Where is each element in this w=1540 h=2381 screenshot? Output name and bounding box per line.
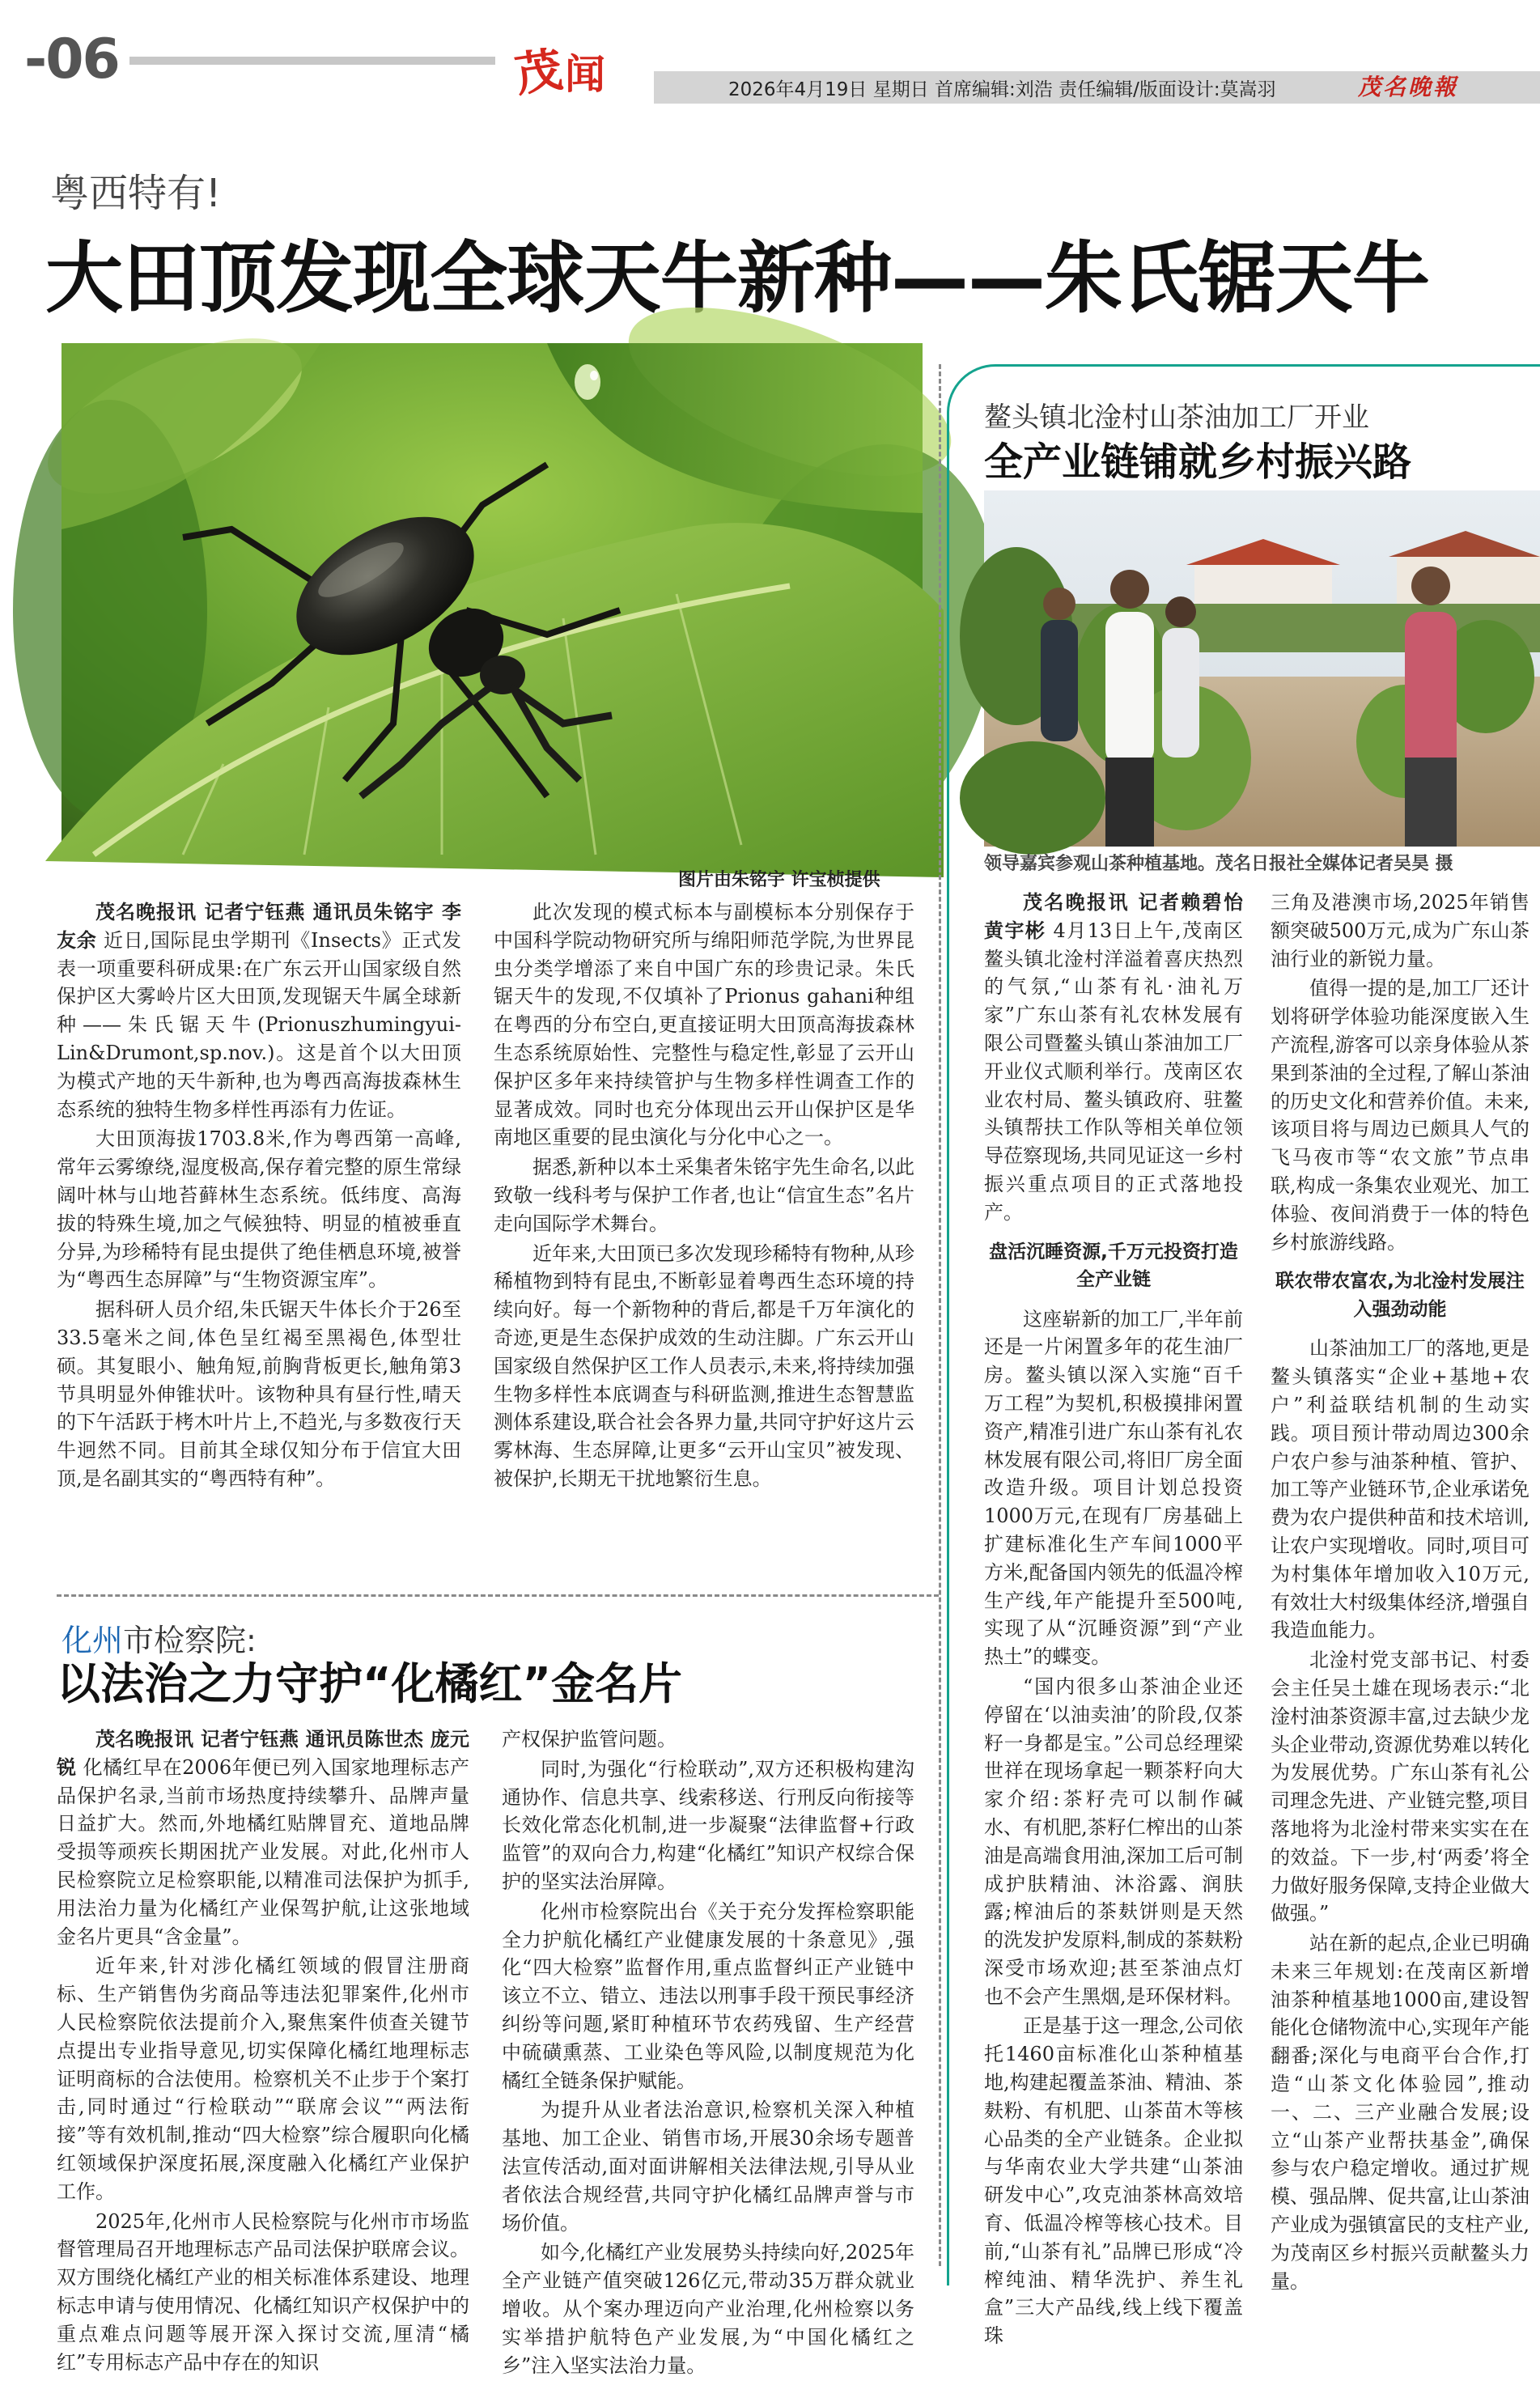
side-kicker: 鳌头镇北淦村山茶油加工厂开业 — [984, 401, 1369, 434]
side-col-a — [984, 889, 1243, 2352]
side-headline: 全产业链铺就乡村振兴路 — [984, 439, 1412, 485]
section-divider-horizontal — [57, 1594, 939, 1597]
second-para-1 — [57, 1725, 469, 1950]
dateline: 2026年4月19日 星期日 首席编辑:刘浩 责任编辑/版面设计:莫嵩羽 — [728, 79, 1276, 100]
main-para-5: 据悉,新种以本土采集者朱铭宇先生命名,以此致敬一线科考与保护工作者,也让“信宜生态”名片走向国际学术舞台。 — [494, 1156, 914, 1235]
main-para-3: 据科研人员介绍,朱氏锯天牛体长介于26至33.5毫米之间,体色呈红褐至黑褐色,体型壮硕。其复眼小、触角短,前胸背板更长,触角第3节具明显外伸锥状叶。该物种具有昼行性,晴天的下午活跃于栲木叶片上,不趋光,与多数夜行天牛迥然不同。目前其全球仅知分布于信宜大田顶,是名副其实的“粤西特有种”。 — [57, 1298, 461, 1490]
column-divider-vertical — [939, 364, 941, 2266]
para-text: 化橘红早在2006年便已列入国家地理标志产品保护名录,当前市场热度持续攀升、品牌声量日益扩大。然而,外地橘红贴牌冒充、道地品牌受损等顽疾长期困扰产业发展。对此,化州市人民检察院立足检察职能,以精准司法保护为抓手,用法治力量为化橘红产业保驾护航,让这张地域金名片更具“含金量”。 — [57, 1755, 470, 1948]
beetle-photo — [62, 343, 923, 855]
side-para-2: 这座崭新的加工厂,半年前还是一片闲置多年的花生油厂房。鳌头镇以深入实施“百千万工程”为契机,积极摸排闲置资产,精准引进广东山茶有礼农林发展有限公司,将旧厂房全面改造升级。项目计划总投资1000万元,在现有厂房基础上扩建标准化生产车间1000平方米,配备国内领先的低温冷榨生产线,年产能提升至500吨,实现了从“沉睡资源”到“产业热土”的蝶变。 — [984, 1307, 1243, 1669]
photo-credit: 图片由朱铭宇 许宝桢提供 — [678, 870, 880, 890]
section-char-1: 茂 — [511, 40, 570, 103]
second-para-2: 近年来,针对涉化橘红领域的假冒注册商标、生产销售伪劣商品等违法犯罪案件,化州市人民检察院依法提前介入,聚焦案件侦查关键节点提出专业指导意见,切实保障化橘红地理标志证明商标的合法使用。检察机关不止步于个案打击,同时通过“行检联动”“联席会议”“两法衔接”等有效机制,推动“四大检察”综合履职向化橘红领域保护深度拓展,深度融入化橘红产业保护工作。 — [57, 1954, 469, 2203]
side-col-b — [1271, 889, 1529, 2297]
section-char-2: 闻 — [565, 50, 609, 98]
para-text: 近日,国际昆虫学期刊《Insects》正式发表一项重要科研成果:在广东云开山国家级自然保护区大雾岭片区大田顶,发现锯天牛属全球新种——朱氏锯天牛(Prionuszhumingyui-Lin&Drumont,sp.nov.)。这是首个以大田顶为模式产地的天牛新种,也为粤西高海拔森林生态系统的独特生物多样性再添有力佐证。 — [57, 928, 461, 1121]
side-photo-caption: 领导嘉宾参观山茶种植基地。茂名日报社全媒体记者吴昊 摄 — [984, 854, 1453, 874]
tea-farm-photo — [984, 490, 1540, 847]
side-para-3: “国内很多山茶油企业还停留在‘以油卖油’的阶段,仅茶籽一身都是宝。”公司总经理梁世祥在现场拿起一颗茶籽向大家介绍:茶籽壳可以制作碱水、有机肥,茶籽仁榨出的山茶油是高端食用油,深加工后可制成护肤精油、沐浴露、润肤露;榨油后的茶麸饼则是天然的洗发护发原料,制成的茶麸粉深受市场欢迎;甚至茶油点灯也不会产生黑烟,是环保材料。 — [984, 1674, 1243, 2008]
main-col-2 — [494, 898, 914, 1495]
newspaper-logo: 茂名晚報 — [1357, 74, 1458, 100]
header-rule — [129, 57, 495, 65]
byline: 茂名晚报讯 记者宁钰燕 通讯员朱铭宇 李友余 — [57, 900, 461, 952]
side-para-6: 值得一提的是,加工厂还计划将研学体验功能深度嵌入生产流程,游客可以亲身体验从茶果到茶油的全过程,了解山茶油的历史文化和营养价值。未来,该项目将与周边已颇具人气的飞马夜市等“农文旅”节点串联,构成一条集农业观光、加工体验、夜间消费于一体的特色乡村旅游线路。 — [1271, 977, 1529, 1254]
side-para-1 — [984, 889, 1243, 1227]
second-para-6: 化州市检察院出台《关于充分发挥检察职能全力护航化橘红产业健康发展的十条意见》,强化“四大检察”监督作用,重点监督纠正产业链中该立不立、错立、违法以刑事手段干预民事经济纠纷等问题,紧盯种植环节农药残留、生产经营中硫磺熏蒸、工业染色等风险,以制度规范为化橘红全链条保护赋能。 — [502, 1899, 914, 2092]
main-para-6: 近年来,大田顶已多次发现珍稀特有物种,从珍稀植物到特有昆虫,不断彰显着粤西生态环境的持续向好。每一个新物种的背后,都是千万年演化的奇迹,更是生态保护成效的生动注脚。广东云开山国家级自然保护区工作人员表示,未来,将持续加强生物多样性本底调查与科研监测,推进生态智慧监测体系建设,联合社会各界力量,共同守护好这片云雾林海、生态屏障,让更多“云开山宝贝”被发现、被保护,长期无干扰地繁衍生息。 — [494, 1241, 914, 1490]
officials-visiting-plantation-image — [984, 490, 1540, 847]
main-col-1 — [57, 898, 461, 1495]
side-para-9: 站在新的起点,企业已明确未来三年规划:在茂南区新增油茶种植基地1000亩,建设智能化仓储物流中心,实现年产能翻番;深化与电商平台合作,打造“山茶文化体验园”,推动一、二、三产业融合发展;设立“山茶产业帮扶基金”,确保参与农户稳定增收。通过扩规模、强品牌、促共富,让山茶油产业成为强镇富民的支柱产业,为茂南区乡村振兴贡献鳌头力量。 — [1271, 1932, 1529, 2293]
byline: 茂名晚报讯 记者宁钰燕 通讯员陈世杰 庞元锐 — [57, 1727, 469, 1779]
second-para-7: 为提升从业者法治意识,检察机关深入种植基地、加工企业、销售市场,开展30余场专题普法宣传活动,面对面讲解相关法律法规,引导从业者依法合规经营,共同守护化橘红品牌声誉与市场价值。 — [502, 2099, 914, 2235]
second-para-5: 同时,为强化“行检联动”,双方还积极构建沟通协作、信息共享、线索移送、行刑反向衔接等长效化常态化机制,进一步凝聚“法律监督+行政监管”的双向合力,构建“化橘红”知识产权综合保护的坚实法治屏障。 — [502, 1757, 914, 1893]
beetle-on-leaf-image — [62, 343, 923, 855]
page-number: -06 — [24, 28, 119, 91]
main-para-1 — [57, 898, 461, 1123]
kicker-highlight: 化州 — [62, 1623, 124, 1658]
side-para-4: 正是基于这一理念,公司依托1460亩标准化山茶种植基地,构建起覆盖茶油、精油、茶麸粉、有机肥、山茶苗木等核心品类的全产业链条。企业拟与华南农业大学共建“山茶油研发中心”,攻克油茶林高效培育、低温冷榨等核心技术。目前,“山茶有礼”品牌已形成“冷榨纯油、精华洗护、养生礼盒”三大产品线,线上线下覆盖珠 — [984, 2014, 1243, 2348]
kicker-rest: 市检察院: — [123, 1623, 257, 1658]
main-headline: 大田顶发现全球天牛新种——朱氏锯天牛 — [45, 233, 1429, 324]
side-para-5: 三角及港澳市场,2025年销售额突破500万元,成为广东山茶油行业的新锐力量。 — [1271, 891, 1529, 970]
second-para-3: 2025年,化州市人民检察院与化州市市场监督管理局召开地理标志产品司法保护联席会议。双方围绕化橘红产业的相关标准体系建设、地理标志申请与使用情况、化橘红知识产权保护中的重点难点问题等展开深入探讨交流,厘清“橘红”专用标志产品中存在的知识 — [57, 2209, 469, 2374]
side-subhead-2: 联农带农富农,为北淦村发展注入强劲动能 — [1275, 1271, 1525, 1320]
second-para-8: 如今,化橘红产业发展势头持续向好,2025年全产业链产值突破126亿元,带动35万群众就业增收。从个案办理迈向产业治理,化州检察以务实举措护航特色产业发展,为“中国化橘红之乡”注入坚实法治力量。 — [502, 2241, 914, 2377]
side-para-7: 山茶油加工厂的落地,更是鳌头镇落实“企业+基地+农户”利益联结机制的生动实践。项目预计带动周边300余户农户参与油茶种植、管护、加工等产业链环节,企业承诺免费为农户提供种苗和技术培训,让农户实现增收。同时,项目可为村集体年增加收入10万元,有效壮大村级集体经济,增强自我造血能力。 — [1271, 1337, 1529, 1642]
second-para-4: 产权保护监管问题。 — [502, 1728, 677, 1751]
second-headline: 以法治之力守护“化橘红”金名片 — [57, 1658, 682, 1709]
main-para-4: 此次发现的模式标本与副模标本分别保存于中国科学院动物研究所与绵阳师范学院,为世界昆虫分类学增添了来自中国广东的珍贵记录。朱氏锯天牛的发现,不仅填补了Prionus gahani种组在粤西的分布空白,更直接证明大田顶高海拔森林生态系统原始性、完整性与稳定性,彰显了云开山保护区多年来持续管护与生物多样性调查工作的显著成效。同时也充分体现出云开山保护区是华南地区重要的昆虫演化与分化中心之一。 — [494, 901, 914, 1149]
main-para-2: 大田顶海拔1703.8米,作为粤西第一高峰,常年云雾缭绕,湿度极高,保存着完整的原生常绿阔叶林与山地苔藓林生态系统。低纬度、高海拔的特殊生境,加之气候独特、明显的植被垂直分异,为珍稀特有昆虫提供了绝佳栖息环境,被誉为“粤西生态屏障”与“生物资源宝库”。 — [57, 1127, 461, 1292]
second-col-1 — [57, 1725, 469, 2378]
side-para-8: 北淦村党支部书记、村委会主任吴土雄在现场表示:“北淦村油茶资源丰富,过去缺少龙头企业带动,资源优势难以转化为发展优势。广东山茶有礼公司理念先进、产业链完整,项目落地将为北淦村带来实实在在的效益。下一步,村‘两委’将全力做好服务保障,支持企业做大做强。” — [1271, 1649, 1529, 1925]
second-col-2 — [502, 1725, 914, 2381]
side-subhead-1: 盘活沉睡资源,千万元投资打造全产业链 — [989, 1241, 1238, 1291]
section-title — [511, 34, 609, 103]
byline: 茂名晚报讯 记者赖碧怡 黄宇彬 — [984, 890, 1243, 942]
para-text: 4月13日上午,茂南区鳌头镇北淦村洋溢着喜庆热烈的气氛,“山茶有礼·油礼万家”广东山茶有礼农林发展有限公司暨鳌头镇山茶油加工厂开业仪式顺利举行。茂南区农业农村局、鳌头镇政府、驻鳌头镇帮扶工作队等相关单位领导莅察现场,共同见证这一乡村振兴重点项目的正式落地投产。 — [984, 919, 1244, 1224]
main-kicker: 粤西特有! — [50, 171, 222, 216]
